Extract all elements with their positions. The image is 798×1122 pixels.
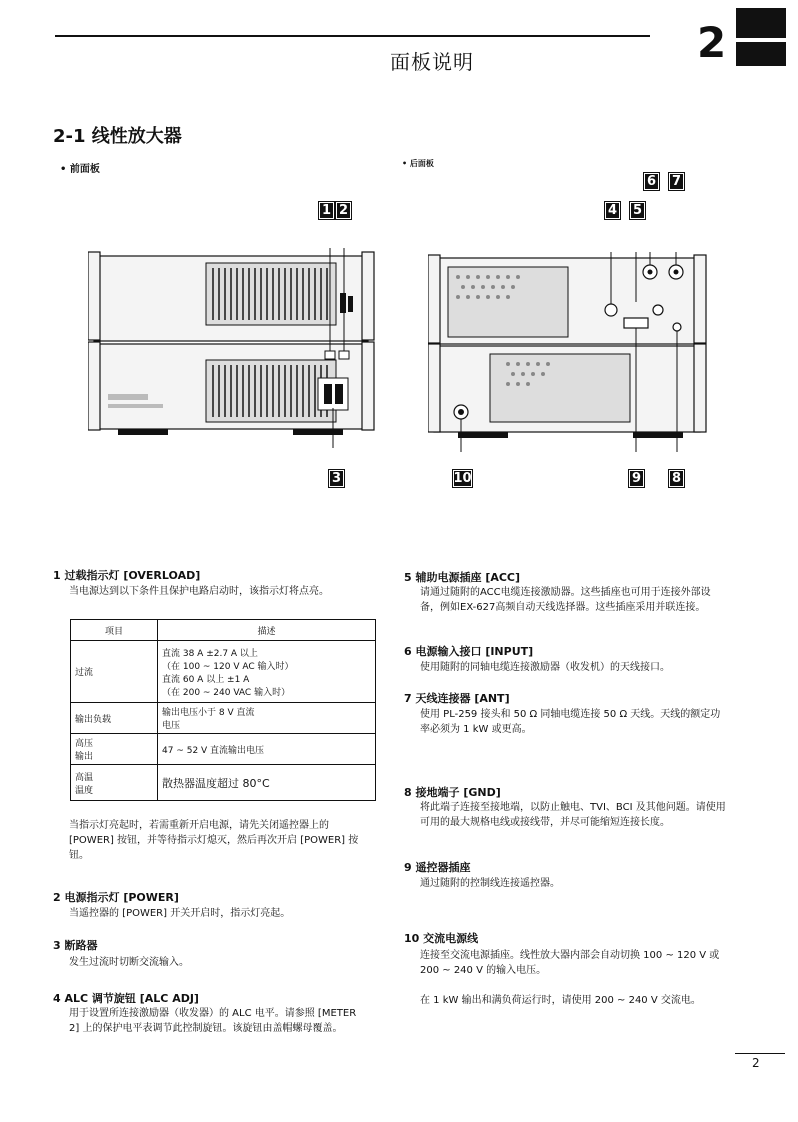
table-cell <box>158 703 376 734</box>
rear-panel-illustration <box>428 252 708 452</box>
page-title: 面板说明 <box>390 50 474 74</box>
overload-conditions-table <box>70 619 376 801</box>
header-rule <box>55 35 650 37</box>
item-2-text: 当遥控器的 [POWER] 开关开启时，指示灯亮起。 <box>69 908 291 919</box>
item-1-note: 当指示灯亮起时，若需重新开启电源，请先关闭遥控器上的 [POWER] 按钮，并等待指示灯熄灭，然后再次开启 [POWER] 按钮。 <box>69 820 359 861</box>
callout-3: 3 <box>328 469 345 488</box>
item-9-heading: 9 遥控器插座 <box>404 861 471 874</box>
table-line: 温度 <box>75 785 94 796</box>
item-5-heading: 5 辅助电源插座 [ACC] <box>404 571 521 584</box>
item-3-heading: 3 断路器 <box>53 939 98 952</box>
item-10-text: 连接至交流电源插座。线性放大器内部会自动切换 100 ~ 120 V 或 200 ~ 240 V 的输入电压。 <box>420 950 720 976</box>
callout-4: 4 <box>604 201 621 220</box>
callout-7: 7 <box>668 172 685 191</box>
table-line: 直流 38 A ±2.7 A 以上 <box>162 648 258 659</box>
callout-5: 5 <box>629 201 646 220</box>
chapter-tab-upper <box>736 8 786 38</box>
item-8-text: 将此端子连接至接地端，以防止触电、TVI、BCI 及其他问题。请使用可用的最大规格电线或接线带，并尽可能缩短连接长度。 <box>420 802 726 828</box>
table-cell <box>71 734 158 765</box>
item-1-text: 当电源达到以下条件且保护电路启动时，该指示灯将点亮。 <box>69 586 329 597</box>
page-number: 2 <box>752 1056 760 1070</box>
item-7-heading: 7 天线连接器 [ANT] <box>404 692 510 705</box>
item-10-heading: 10 交流电源线 <box>404 932 479 945</box>
callout-2: 2 <box>335 201 352 220</box>
front-panel-label: • 前面板 <box>60 164 100 175</box>
table-line: 输出电压小于 8 V 直流 <box>162 708 255 718</box>
table-line: 输出 <box>75 752 94 762</box>
table-line: 电压 <box>162 721 181 731</box>
table-line: （在 100 ~ 120 V AC 输入时） <box>162 661 294 672</box>
item-4-heading: 4 ALC 调节旋钮 [ALC ADJ] <box>53 992 199 1005</box>
table-line: 直流 60 A 以上 ±1 A <box>162 674 250 685</box>
item-7-text: 使用 PL-259 接头和 50 Ω 同轴电缆连接 50 Ω 天线。天线的额定功率必须为 1 kW 或更高。 <box>420 709 721 735</box>
table-header-desc: 描述 <box>158 620 376 641</box>
item-4-text: 用于设置所连接激励器（收发器）的 ALC 电平。请参照 [METER 2] 上的保护电平表调节此控制旋钮。该旋钮由盖帽螺母覆盖。 <box>69 1008 357 1034</box>
item-9-text: 通过随附的控制线连接遥控器。 <box>420 878 560 889</box>
callout-1: 1 <box>318 201 335 220</box>
front-panel-illustration <box>88 248 378 448</box>
callout-10: 10 <box>453 471 472 486</box>
rear-panel-label: • 后面板 <box>402 159 434 168</box>
item-6-text: 使用随附的同轴电缆连接激励器（收发机）的天线接口。 <box>420 662 670 673</box>
table-line: 高温 <box>75 772 94 783</box>
table-cell <box>71 765 158 801</box>
item-3-text: 发生过流时切断交流输入。 <box>69 957 189 968</box>
item-2-heading: 2 电源指示灯 [POWER] <box>53 891 179 904</box>
callout-9: 9 <box>628 469 645 488</box>
item-6-heading: 6 电源输入接口 [INPUT] <box>404 645 534 658</box>
table-cell: 输出负载 <box>71 703 158 734</box>
table-cell: 散热器温度超过 80°C <box>158 765 376 801</box>
item-8-heading: 8 接地端子 [GND] <box>404 786 501 799</box>
footer-rule <box>735 1053 785 1054</box>
table-cell: 过流 <box>71 641 158 703</box>
chapter-number: 2 <box>697 18 727 67</box>
table-cell <box>158 641 376 703</box>
table-line: 高压 <box>75 739 94 749</box>
callout-6: 6 <box>643 172 660 191</box>
chapter-tab-lower <box>736 42 786 66</box>
table-header-item: 项目 <box>71 620 158 641</box>
table-line: （在 200 ~ 240 VAC 输入时） <box>162 687 291 698</box>
callout-8: 8 <box>668 469 685 488</box>
section-title: 2-1 线性放大器 <box>53 126 182 147</box>
item-5-text: 请通过随附的ACC电缆连接激励器。这些插座也可用于连接外部设备，例如EX-627高频自动天线选择器。这些插座采用并联连接。 <box>420 587 711 613</box>
item-1-heading: 1 过载指示灯 [OVERLOAD] <box>53 569 201 582</box>
table-cell: 47 ~ 52 V 直流输出电压 <box>158 734 376 765</box>
item-10-note: 在 1 kW 输出和满负荷运行时，请使用 200 ~ 240 V 交流电。 <box>420 995 701 1006</box>
